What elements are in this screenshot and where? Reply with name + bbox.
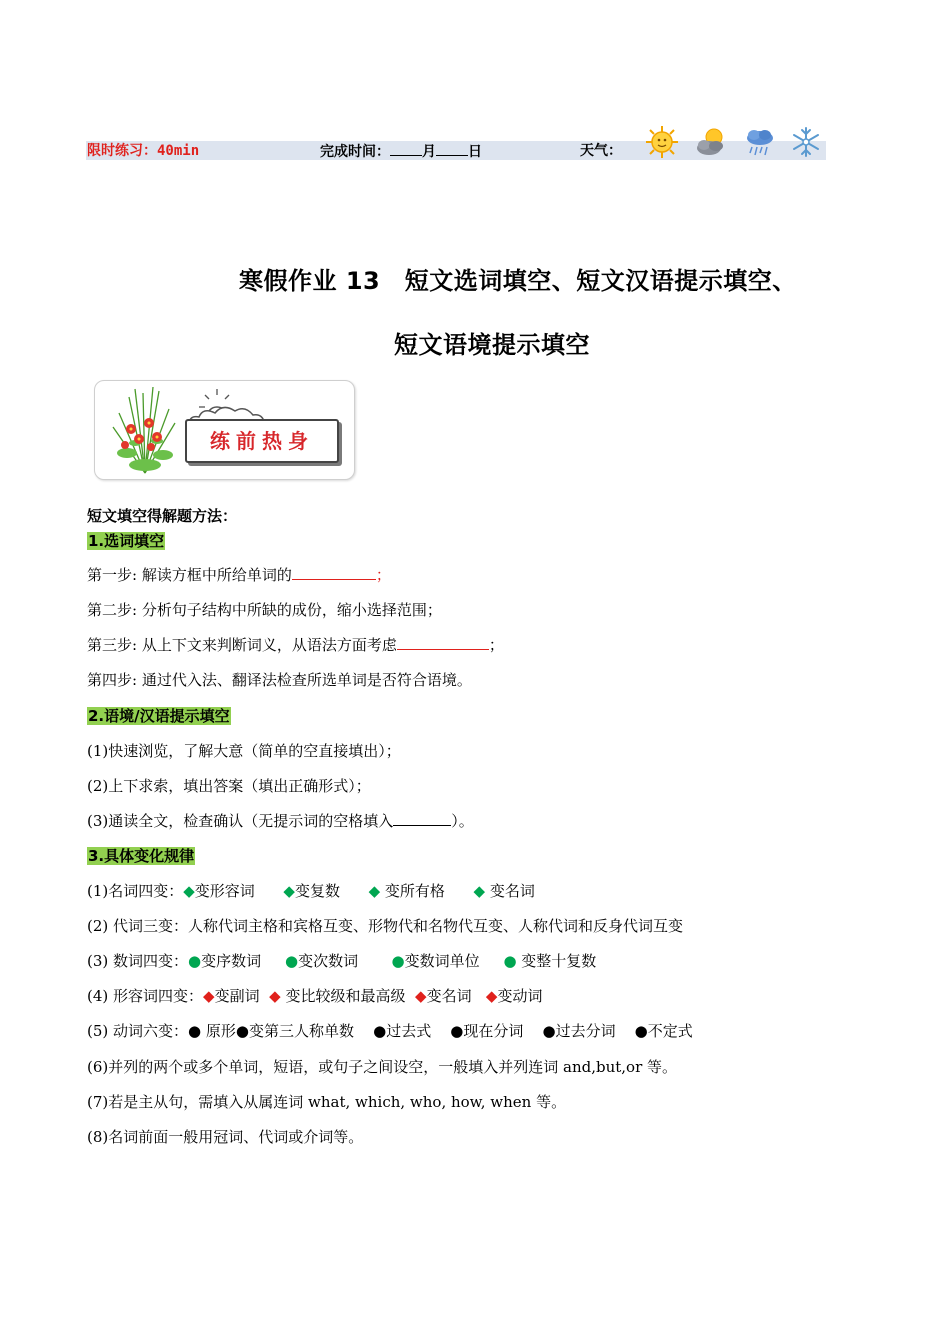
section2-heading: 2.语境/汉语提示填空 [88, 707, 230, 725]
time-limit: 限时练习：40min [87, 143, 200, 159]
step3-blank[interactable] [397, 635, 489, 650]
weather-label: 天气： [580, 143, 622, 159]
step4: 第四步: 通过代入法、翻译法检查所选单词是否符合语境。 [87, 671, 472, 689]
sunny-icon[interactable] [644, 124, 680, 160]
rainy-icon[interactable] [742, 124, 778, 160]
warmup-label: 练前热身 [210, 429, 314, 453]
step2: 第二步: 分析句子结构中所缺的成份，缩小选择范围； [87, 601, 442, 619]
section3-heading: 3.具体变化规律 [88, 847, 195, 865]
tip1: (1)快速浏览，了解大意（简单的空直接填出）； [87, 742, 401, 760]
rule-conjunction: (6)并列的两个或多个单词，短语，或句子之间设空，一般填入并列连词 and,but,or 等。 [87, 1058, 678, 1076]
tip2: (2)上下求索，填出答案（填出正确形式）； [87, 777, 371, 795]
month-blank[interactable] [390, 143, 422, 156]
page-title-line2: 短文语境提示填空 [394, 331, 590, 359]
rule-pronoun: (2) 代词三变：人称代词主格和宾格互变、形物代和名物代互变、人称代词和反身代词互变 [87, 917, 684, 935]
day-blank[interactable] [436, 143, 468, 156]
section1-heading: 1.选词填空 [88, 532, 165, 550]
flower-plant-illustration [105, 383, 185, 475]
rule-numeral: (3) 数词四变：●变序数词 ●变次数词 ●变数词单位 ● 变整十复数 [87, 952, 597, 970]
step1-blank[interactable] [292, 565, 376, 580]
rule-adjective: (4) 形容词四变：◆变副词 ◆ 变比较级和最高级 ◆变名词 ◆变动词 [87, 987, 543, 1005]
methods-heading: 短文填空得解题方法： [87, 507, 238, 525]
step1: 第一步: 解读方框中所给单词的 ； [87, 566, 391, 584]
tip3-blank[interactable] [393, 811, 451, 826]
warmup-label-box [185, 419, 339, 463]
step3: 第三步: 从上下文来判断词义，从语法方面考虑 ； [87, 636, 504, 654]
rule-noun-determiner: (8)名词前面一般用冠词、代词或介词等。 [87, 1128, 364, 1146]
snowflake-icon[interactable] [788, 124, 824, 160]
rule-noun: (1)名词四变：◆变形容词 ◆变复数 ◆ 变所有格 ◆ 变名词 [87, 882, 535, 900]
partly-cloudy-icon[interactable] [694, 124, 730, 160]
rule-subordinate: (7)若是主从句，需填入从属连词 what, which, who, how, when 等。 [87, 1093, 567, 1111]
rule-verb: (5) 动词六变：● 原形●变第三人称单数 ●过去式 ●现在分词 ●过去分词 ●不定式 [87, 1022, 693, 1040]
tip3: (3)通读全文，检查确认（无提示词的空格填入 ）。 [87, 812, 474, 830]
completion-time: 完成时间： 月 日 [320, 144, 482, 160]
page-title-line1: 寒假作业 13 短文选词填空、短文汉语提示填空、 [239, 267, 797, 295]
